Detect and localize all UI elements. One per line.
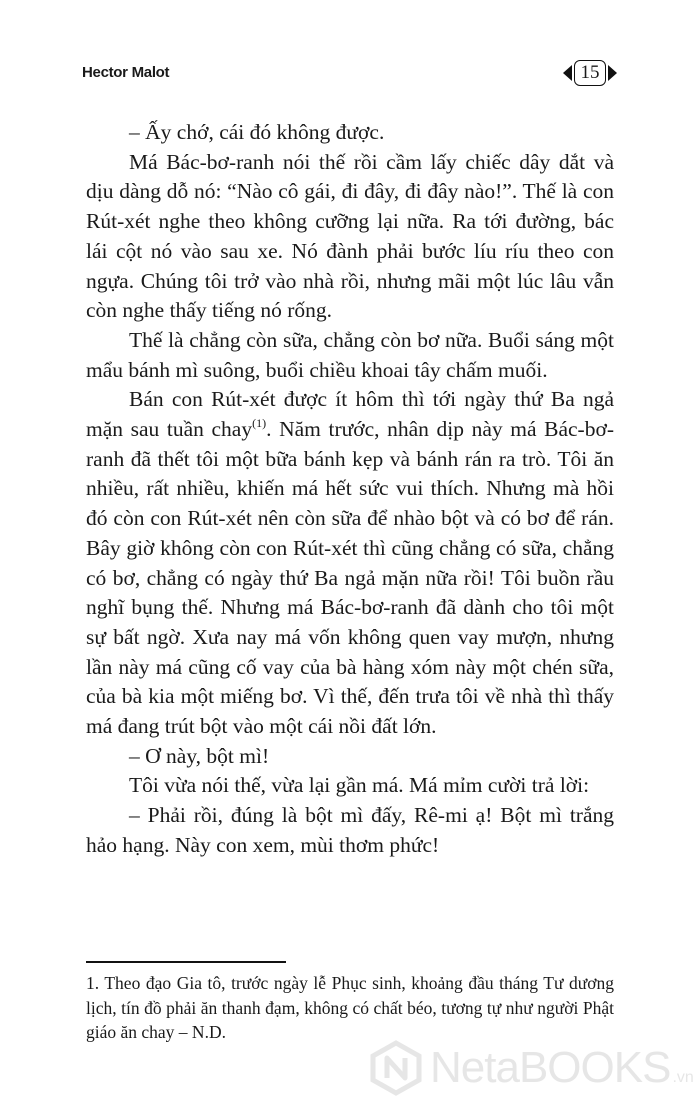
paragraph: Má Bác-bơ-ranh nói thế rồi cầm lấy chiếc dây dắt và dịu dàng dỗ nó: “Nào cô gái, đi đây, đi đây nào!”. Thế là con Rút-xét nghe theo không cưỡng lại nữa. Ra tới đường, bác lái cột nó vào sau xe. Nó đành phải bước líu ríu theo con ngựa. Chúng tôi trở vào nhà rồi, nhưng mãi một lúc lâu vẫn còn nghe thấy tiếng nó rống.: [86, 149, 614, 323]
netabooks-logo-icon: [368, 1040, 424, 1096]
paragraph: – Ấy chớ, cái đó không được.: [129, 120, 385, 144]
triangle-left-icon: [563, 65, 572, 81]
watermark-suffix: .vn: [672, 1069, 694, 1086]
running-header-author: Hector Malot: [82, 64, 170, 81]
footnote: 1. Theo đạo Gia tô, trước ngày lễ Phục sinh, khoảng đầu tháng Tư dương lịch, tín đồ phải ăn thanh đạm, không có chất béo, tương tự như người Phật giáo ăn chay – N.D.: [86, 973, 614, 1042]
page-number: 15: [574, 60, 606, 86]
paragraph-text-end: . Năm trước, nhân dịp này má Bác-bơ-ranh đã thết tôi một bữa bánh kẹp và bánh rán ra trò. Tôi ăn nhiều, rất nhiều, khiến má hết sức vui thích. Nhưng mà hồi đó còn con Rút-xét nên còn sữa để nhào bột và có bơ để rán. Bây giờ không còn con Rút-xét thì cũng chẳng có sữa, chẳng có bơ, chẳng có ngày thứ Ba ngả mặn nữa rồi! Tôi buồn rầu nghĩ bụng thế. Nhưng má Bác-bơ-ranh đã dành cho tôi một sự bất ngờ. Xưa nay má vốn không quen vay mượn, nhưng lần này má cũng cố vay của bà hàng xóm này một chén sữa, của bà kia một miếng bơ. Vì thế, đến trưa tôi về nhà thì thấy má đang trút bột vào một cái nồi đất lớn.: [86, 417, 614, 739]
watermark-brand: NetaBOOKS: [430, 1043, 671, 1092]
watermark: [368, 1040, 694, 1096]
body-text: [86, 118, 614, 861]
paragraph: Tôi vừa nói thế, vừa lại gần má. Má mỉm cười trả lời:: [129, 773, 590, 798]
paragraph: – Ơ này, bột mì!: [129, 743, 270, 768]
paragraph: Thế là chẳng còn sữa, chẳng còn bơ nữa. Buổi sáng một mẩu bánh mì suông, buổi chiều khoai tây chấm muối.: [86, 327, 614, 382]
triangle-right-icon: [608, 65, 617, 81]
footnote-reference: (1): [252, 416, 267, 431]
page-number-badge: [563, 60, 617, 86]
paragraph-text-start: Bán con Rút-xét được ít hôm thì tới ngày thứ Ba ngả mặn sau tuần chay: [86, 387, 614, 442]
paragraph: – Phải rồi, đúng là bột mì đấy, Rê-mi ạ! Bột mì trắng hảo hạng. Này con xem, mùi thơm phức!: [86, 803, 614, 857]
paragraph-with-footnote: [86, 385, 614, 741]
footnote-divider: [86, 961, 286, 963]
